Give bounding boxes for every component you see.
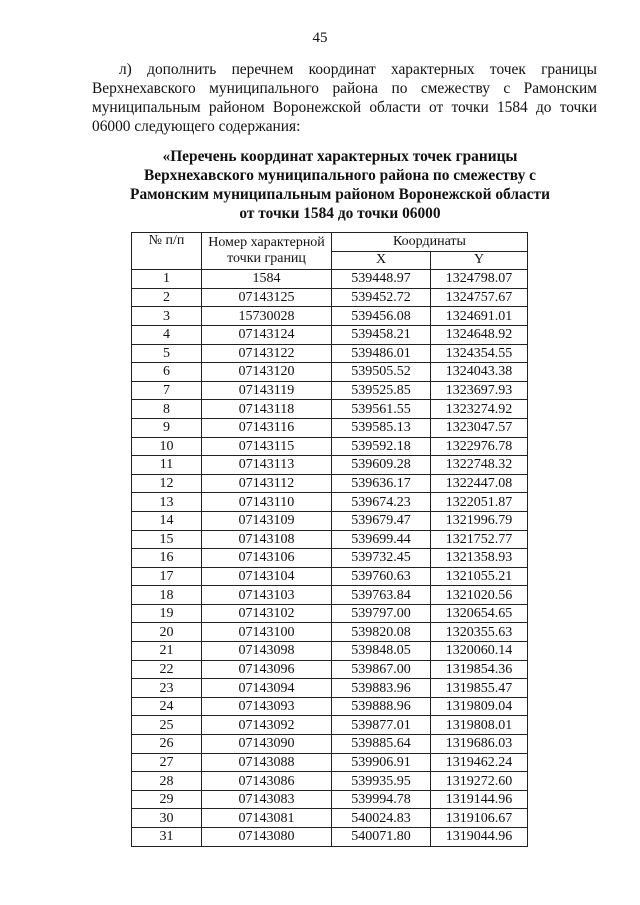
cell-x: 539592.18 [332,437,431,456]
cell-point-number: 07143083 [202,790,332,809]
table-row [132,400,528,419]
header-y: Y [431,251,528,270]
table-row [132,344,528,363]
cell-point-number: 07143112 [202,474,332,493]
cell-y: 1319272.60 [431,772,528,791]
cell-point-number: 07143108 [202,530,332,549]
cell-y: 1324043.38 [431,363,528,382]
cell-point-number: 07143109 [202,511,332,530]
cell-y: 1319462.24 [431,753,528,772]
cell-point-number: 07143106 [202,549,332,568]
cell-point-number: 07143100 [202,623,332,642]
table-row [132,604,528,623]
cell-number: 24 [132,697,202,716]
cell-number: 2 [132,288,202,307]
cell-point-number: 07143102 [202,604,332,623]
cell-number: 16 [132,549,202,568]
cell-x: 539456.08 [332,307,431,326]
cell-x: 539883.96 [332,679,431,698]
cell-y: 1324691.01 [431,307,528,326]
table-row [132,474,528,493]
cell-point-number: 07143104 [202,567,332,586]
cell-y: 1320060.14 [431,642,528,661]
heading-line: Верхнехавского муниципального района по смежеству с [144,167,536,184]
table-row [132,325,528,344]
cell-x: 539797.00 [332,604,431,623]
table-row [132,679,528,698]
cell-y: 1322447.08 [431,474,528,493]
cell-x: 539674.23 [332,493,431,512]
cell-point-number: 07143103 [202,586,332,605]
cell-point-number: 07143118 [202,400,332,419]
cell-x: 539486.01 [332,344,431,363]
cell-number: 22 [132,660,202,679]
table-row [132,530,528,549]
cell-x: 539458.21 [332,325,431,344]
cell-number: 25 [132,716,202,735]
cell-number: 29 [132,790,202,809]
cell-point-number: 07143098 [202,642,332,661]
cell-number: 17 [132,567,202,586]
cell-point-number: 15730028 [202,307,332,326]
cell-x: 539585.13 [332,418,431,437]
cell-point-number: 07143092 [202,716,332,735]
table-row [132,586,528,605]
cell-number: 21 [132,642,202,661]
table-row [132,381,528,400]
table-row [132,418,528,437]
cell-number: 23 [132,679,202,698]
cell-y: 1323047.57 [431,418,528,437]
table-row [132,753,528,772]
cell-x: 539636.17 [332,474,431,493]
cell-x: 539994.78 [332,790,431,809]
cell-point-number: 07143122 [202,344,332,363]
table-row [132,772,528,791]
cell-point-number: 07143090 [202,735,332,754]
cell-number: 27 [132,753,202,772]
cell-number: 31 [132,828,202,847]
table-row [132,809,528,828]
cell-x: 539820.08 [332,623,431,642]
cell-number: 12 [132,474,202,493]
cell-y: 1319044.96 [431,828,528,847]
cell-x: 539867.00 [332,660,431,679]
cell-x: 539935.95 [332,772,431,791]
cell-number: 13 [132,493,202,512]
header-coordinates: Координаты [332,233,528,252]
table-row [132,660,528,679]
table-row [132,363,528,382]
cell-number: 18 [132,586,202,605]
table-row [132,456,528,475]
cell-point-number: 07143088 [202,753,332,772]
heading-line: от точки 1584 до точки 06000 [239,205,441,222]
coordinates-table-body [132,270,528,846]
cell-y: 1322748.32 [431,456,528,475]
cell-x: 539888.96 [332,697,431,716]
table-row [132,828,528,847]
cell-x: 540024.83 [332,809,431,828]
cell-point-number: 07143096 [202,660,332,679]
cell-number: 8 [132,400,202,419]
table-row [132,642,528,661]
cell-y: 1320654.65 [431,604,528,623]
cell-y: 1321996.79 [431,511,528,530]
table-row [132,511,528,530]
cell-number: 15 [132,530,202,549]
cell-point-number: 07143115 [202,437,332,456]
cell-y: 1324648.92 [431,325,528,344]
table-row [132,549,528,568]
cell-point-number: 07143119 [202,381,332,400]
cell-point-number: 1584 [202,270,332,289]
cell-point-number: 07143125 [202,288,332,307]
table-row [132,697,528,716]
cell-x: 539525.85 [332,381,431,400]
cell-point-number: 07143116 [202,418,332,437]
cell-number: 28 [132,772,202,791]
cell-x: 539452.72 [332,288,431,307]
cell-y: 1319809.04 [431,697,528,716]
cell-y: 1319144.96 [431,790,528,809]
cell-y: 1319854.36 [431,660,528,679]
cell-y: 1324354.55 [431,344,528,363]
table-row [132,716,528,735]
cell-x: 539561.55 [332,400,431,419]
cell-number: 7 [132,381,202,400]
cell-number: 11 [132,456,202,475]
cell-number: 3 [132,307,202,326]
cell-y: 1321055.21 [431,567,528,586]
cell-number: 4 [132,325,202,344]
cell-y: 1321752.77 [431,530,528,549]
cell-point-number: 07143110 [202,493,332,512]
cell-x: 539848.05 [332,642,431,661]
cell-y: 1324757.67 [431,288,528,307]
cell-point-number: 07143081 [202,809,332,828]
cell-x: 539877.01 [332,716,431,735]
table-row [132,493,528,512]
cell-point-number: 07143094 [202,679,332,698]
cell-y: 1321358.93 [431,549,528,568]
table-row [132,437,528,456]
cell-point-number: 07143124 [202,325,332,344]
cell-point-number: 07143113 [202,456,332,475]
cell-y: 1323697.93 [431,381,528,400]
cell-y: 1319808.01 [431,716,528,735]
cell-number: 10 [132,437,202,456]
table-row [132,623,528,642]
cell-number: 9 [132,418,202,437]
table-heading [100,147,580,223]
table-row [132,735,528,754]
header-point-number: Номер характерной точки границ [202,233,332,270]
cell-number: 26 [132,735,202,754]
cell-y: 1324798.07 [431,270,528,289]
header-x: X [332,251,431,270]
cell-y: 1322051.87 [431,493,528,512]
cell-number: 20 [132,623,202,642]
cell-y: 1322976.78 [431,437,528,456]
table-row [132,567,528,586]
cell-point-number: 07143086 [202,772,332,791]
heading-line: «Перечень координат характерных точек границы [162,148,518,165]
cell-x: 539699.44 [332,530,431,549]
cell-x: 539609.28 [332,456,431,475]
intro-paragraph: л) дополнить перечнем координат характерных точек границы Верхнехавского муниципального района по смежеству с Рамонским муниципальным районом Воронежской области от точки 1584 до точки 06000 следующего содержания: [92,61,597,135]
cell-number: 19 [132,604,202,623]
cell-x: 539885.64 [332,735,431,754]
cell-x: 540071.80 [332,828,431,847]
heading-line: Рамонским муниципальным районом Воронежской области [130,186,550,203]
cell-y: 1320355.63 [431,623,528,642]
cell-number: 1 [132,270,202,289]
cell-x: 539505.52 [332,363,431,382]
cell-y: 1319855.47 [431,679,528,698]
cell-number: 30 [132,809,202,828]
cell-number: 6 [132,363,202,382]
cell-y: 1321020.56 [431,586,528,605]
page-number: 45 [312,30,328,46]
table-row [132,307,528,326]
cell-point-number: 07143093 [202,697,332,716]
cell-x: 539448.97 [332,270,431,289]
cell-point-number: 07143120 [202,363,332,382]
table-row [132,270,528,289]
cell-x: 539760.63 [332,567,431,586]
table-row [132,288,528,307]
cell-y: 1319106.67 [431,809,528,828]
header-number: № п/п [132,233,202,270]
cell-x: 539732.45 [332,549,431,568]
cell-x: 539763.84 [332,586,431,605]
cell-number: 5 [132,344,202,363]
cell-number: 14 [132,511,202,530]
cell-point-number: 07143080 [202,828,332,847]
cell-y: 1319686.03 [431,735,528,754]
cell-x: 539679.47 [332,511,431,530]
coordinates-table [131,232,528,847]
cell-y: 1323274.92 [431,400,528,419]
cell-x: 539906.91 [332,753,431,772]
table-row [132,790,528,809]
